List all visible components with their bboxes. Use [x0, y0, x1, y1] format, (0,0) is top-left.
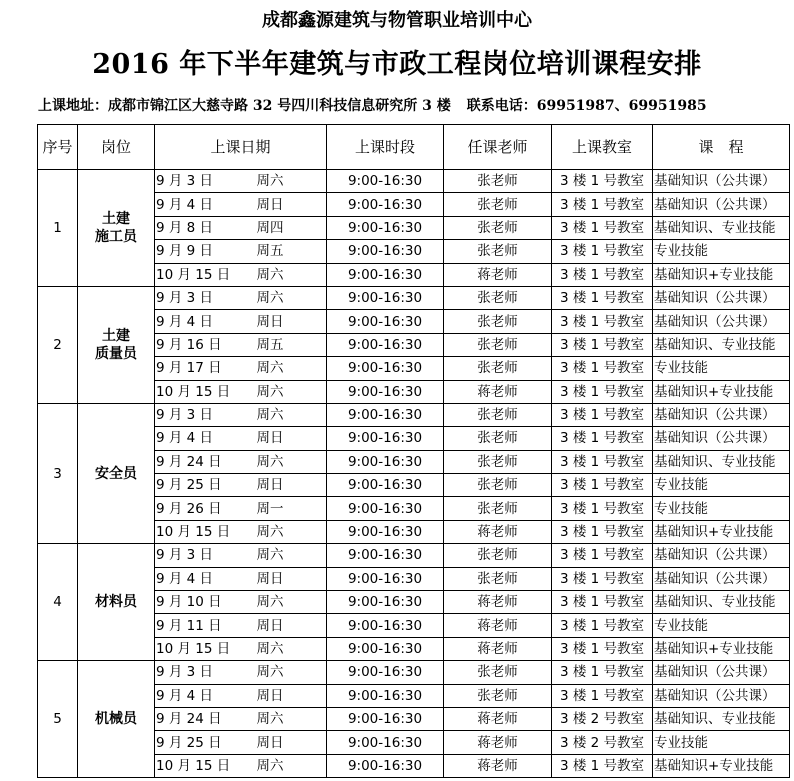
course-name: 基础知识（公共课） [653, 310, 790, 333]
class-time: 9:00-16:30 [327, 637, 444, 660]
class-weekday: 周日 [233, 310, 327, 333]
course-name: 基础知识（公共课） [653, 684, 790, 707]
teacher-name: 张老师 [444, 661, 552, 684]
course-name: 专业技能 [653, 474, 790, 497]
class-date: 9 月 16 日 [155, 333, 233, 356]
class-date: 9 月 25 日 [155, 474, 233, 497]
classroom: 3 楼 1 号教室 [552, 567, 653, 590]
class-time: 9:00-16:30 [327, 216, 444, 239]
teacher-name: 张老师 [444, 286, 552, 309]
class-date: 9 月 10 日 [155, 591, 233, 614]
class-weekday: 周六 [233, 520, 327, 543]
teacher-name: 张老师 [444, 497, 552, 520]
schedule-body [38, 170, 790, 778]
row-number: 1 [38, 170, 78, 287]
class-weekday: 周六 [233, 754, 327, 777]
classroom: 3 楼 1 号教室 [552, 684, 653, 707]
class-weekday: 周日 [233, 684, 327, 707]
teacher-name: 蒋老师 [444, 637, 552, 660]
classroom: 3 楼 1 号教室 [552, 193, 653, 216]
page-title: 2016 年下半年建筑与市政工程岗位培训课程安排 [92, 49, 702, 80]
header-time: 上课时段 [327, 125, 444, 170]
course-name: 专业技能 [653, 731, 790, 754]
row-number: 4 [38, 544, 78, 661]
header-no: 序号 [38, 125, 78, 170]
header-room: 上课教室 [552, 125, 653, 170]
class-weekday: 周六 [233, 591, 327, 614]
teacher-name: 张老师 [444, 170, 552, 193]
course-name: 基础知识+专业技能 [653, 380, 790, 403]
class-date: 9 月 9 日 [155, 240, 233, 263]
classroom: 3 楼 1 号教室 [552, 380, 653, 403]
class-time: 9:00-16:30 [327, 263, 444, 286]
class-date: 9 月 3 日 [155, 403, 233, 426]
classroom: 3 楼 1 号教室 [552, 544, 653, 567]
course-name: 基础知识、专业技能 [653, 216, 790, 239]
classroom: 3 楼 1 号教室 [552, 357, 653, 380]
classroom: 3 楼 1 号教室 [552, 170, 653, 193]
course-name: 专业技能 [653, 614, 790, 637]
class-date: 9 月 11 日 [155, 614, 233, 637]
course-name: 专业技能 [653, 357, 790, 380]
class-time: 9:00-16:30 [327, 520, 444, 543]
class-time: 9:00-16:30 [327, 193, 444, 216]
classroom: 3 楼 1 号教室 [552, 216, 653, 239]
teacher-name: 张老师 [444, 193, 552, 216]
class-time: 9:00-16:30 [327, 567, 444, 590]
classroom: 3 楼 1 号教室 [552, 286, 653, 309]
position-name: 材料员 [78, 544, 155, 661]
course-name: 基础知识（公共课） [653, 661, 790, 684]
class-time: 9:00-16:30 [327, 240, 444, 263]
class-weekday: 周六 [233, 544, 327, 567]
classroom: 3 楼 1 号教室 [552, 637, 653, 660]
course-name: 基础知识（公共课） [653, 286, 790, 309]
course-name: 基础知识+专业技能 [653, 637, 790, 660]
class-date: 9 月 3 日 [155, 544, 233, 567]
contact-phone: 联系电话：69951987、69951985 [466, 98, 707, 114]
table-row [38, 286, 790, 309]
class-weekday: 周日 [233, 427, 327, 450]
class-date: 9 月 24 日 [155, 450, 233, 473]
class-date: 9 月 26 日 [155, 497, 233, 520]
class-weekday: 周日 [233, 474, 327, 497]
course-name: 基础知识、专业技能 [653, 707, 790, 730]
class-date: 9 月 3 日 [155, 170, 233, 193]
course-name: 专业技能 [653, 497, 790, 520]
header-position: 岗位 [78, 125, 155, 170]
table-row [38, 403, 790, 426]
teacher-name: 张老师 [444, 216, 552, 239]
class-time: 9:00-16:30 [327, 450, 444, 473]
course-name: 基础知识（公共课） [653, 193, 790, 216]
table-row [38, 544, 790, 567]
position-name: 机械员 [78, 661, 155, 778]
class-time: 9:00-16:30 [327, 684, 444, 707]
classroom: 3 楼 1 号教室 [552, 427, 653, 450]
course-name: 基础知识（公共课） [653, 427, 790, 450]
classroom: 3 楼 1 号教室 [552, 661, 653, 684]
class-date: 10 月 15 日 [155, 520, 233, 543]
classroom: 3 楼 2 号教室 [552, 707, 653, 730]
class-date: 9 月 4 日 [155, 427, 233, 450]
class-weekday: 周一 [233, 497, 327, 520]
position-name: 土建 质量员 [78, 286, 155, 403]
class-weekday: 周五 [233, 240, 327, 263]
class-date: 9 月 8 日 [155, 216, 233, 239]
class-weekday: 周五 [233, 333, 327, 356]
course-name: 基础知识（公共课） [653, 567, 790, 590]
class-address: 上课地址：成都市锦江区大慈寺路 32 号四川科技信息研究所 3 楼 [38, 98, 451, 114]
teacher-name: 张老师 [444, 333, 552, 356]
teacher-name: 蒋老师 [444, 591, 552, 614]
schedule-table [37, 124, 790, 778]
class-weekday: 周六 [233, 170, 327, 193]
header-teacher: 任课老师 [444, 125, 552, 170]
class-weekday: 周六 [233, 403, 327, 426]
class-weekday: 周日 [233, 567, 327, 590]
teacher-name: 蒋老师 [444, 731, 552, 754]
contact-info [38, 95, 707, 115]
classroom: 3 楼 1 号教室 [552, 310, 653, 333]
teacher-name: 张老师 [444, 403, 552, 426]
class-time: 9:00-16:30 [327, 286, 444, 309]
classroom: 3 楼 1 号教室 [552, 474, 653, 497]
table-row [38, 170, 790, 193]
header-date: 上课日期 [155, 125, 327, 170]
row-number: 5 [38, 661, 78, 778]
classroom: 3 楼 2 号教室 [552, 731, 653, 754]
teacher-name: 张老师 [444, 567, 552, 590]
course-name: 基础知识、专业技能 [653, 450, 790, 473]
class-weekday: 周六 [233, 263, 327, 286]
table-header-row [38, 125, 790, 170]
class-date: 9 月 3 日 [155, 286, 233, 309]
class-weekday: 周六 [233, 661, 327, 684]
teacher-name: 张老师 [444, 427, 552, 450]
teacher-name: 蒋老师 [444, 380, 552, 403]
teacher-name: 蒋老师 [444, 614, 552, 637]
class-weekday: 周四 [233, 216, 327, 239]
classroom: 3 楼 1 号教室 [552, 450, 653, 473]
classroom: 3 楼 1 号教室 [552, 591, 653, 614]
class-date: 9 月 25 日 [155, 731, 233, 754]
classroom: 3 楼 1 号教室 [552, 240, 653, 263]
teacher-name: 张老师 [444, 357, 552, 380]
class-date: 9 月 3 日 [155, 661, 233, 684]
class-time: 9:00-16:30 [327, 591, 444, 614]
class-date: 10 月 15 日 [155, 263, 233, 286]
class-weekday: 周六 [233, 450, 327, 473]
table-row [38, 661, 790, 684]
class-weekday: 周日 [233, 193, 327, 216]
course-name: 基础知识（公共课） [653, 544, 790, 567]
organization-name: 成都鑫源建筑与物管职业培训中心 [262, 10, 532, 31]
class-date: 9 月 4 日 [155, 567, 233, 590]
teacher-name: 张老师 [444, 474, 552, 497]
class-date: 10 月 15 日 [155, 380, 233, 403]
class-time: 9:00-16:30 [327, 731, 444, 754]
class-date: 9 月 4 日 [155, 310, 233, 333]
course-name: 基础知识、专业技能 [653, 333, 790, 356]
course-name: 基础知识+专业技能 [653, 263, 790, 286]
teacher-name: 张老师 [444, 684, 552, 707]
course-name: 专业技能 [653, 240, 790, 263]
class-date: 10 月 15 日 [155, 754, 233, 777]
class-time: 9:00-16:30 [327, 707, 444, 730]
class-weekday: 周日 [233, 614, 327, 637]
teacher-name: 蒋老师 [444, 520, 552, 543]
classroom: 3 楼 1 号教室 [552, 614, 653, 637]
row-number: 3 [38, 403, 78, 543]
classroom: 3 楼 1 号教室 [552, 403, 653, 426]
classroom: 3 楼 1 号教室 [552, 520, 653, 543]
teacher-name: 张老师 [444, 450, 552, 473]
class-time: 9:00-16:30 [327, 754, 444, 777]
class-date: 9 月 4 日 [155, 193, 233, 216]
course-name: 基础知识+专业技能 [653, 520, 790, 543]
class-time: 9:00-16:30 [327, 474, 444, 497]
class-time: 9:00-16:30 [327, 544, 444, 567]
class-date: 9 月 4 日 [155, 684, 233, 707]
course-name: 基础知识（公共课） [653, 403, 790, 426]
class-time: 9:00-16:30 [327, 170, 444, 193]
class-weekday: 周六 [233, 707, 327, 730]
class-date: 9 月 24 日 [155, 707, 233, 730]
teacher-name: 蒋老师 [444, 707, 552, 730]
classroom: 3 楼 1 号教室 [552, 754, 653, 777]
course-name: 基础知识（公共课） [653, 170, 790, 193]
classroom: 3 楼 1 号教室 [552, 497, 653, 520]
class-time: 9:00-16:30 [327, 497, 444, 520]
class-time: 9:00-16:30 [327, 357, 444, 380]
teacher-name: 蒋老师 [444, 754, 552, 777]
header-course: 课 程 [653, 125, 790, 170]
class-weekday: 周六 [233, 637, 327, 660]
position-name: 土建 施工员 [78, 170, 155, 287]
classroom: 3 楼 1 号教室 [552, 333, 653, 356]
course-name: 基础知识、专业技能 [653, 591, 790, 614]
course-name: 基础知识+专业技能 [653, 754, 790, 777]
class-weekday: 周六 [233, 286, 327, 309]
class-time: 9:00-16:30 [327, 614, 444, 637]
class-weekday: 周六 [233, 380, 327, 403]
class-weekday: 周日 [233, 731, 327, 754]
teacher-name: 蒋老师 [444, 263, 552, 286]
teacher-name: 张老师 [444, 544, 552, 567]
class-date: 10 月 15 日 [155, 637, 233, 660]
row-number: 2 [38, 286, 78, 403]
class-weekday: 周六 [233, 357, 327, 380]
class-time: 9:00-16:30 [327, 333, 444, 356]
class-time: 9:00-16:30 [327, 310, 444, 333]
teacher-name: 张老师 [444, 240, 552, 263]
classroom: 3 楼 1 号教室 [552, 263, 653, 286]
class-time: 9:00-16:30 [327, 427, 444, 450]
class-time: 9:00-16:30 [327, 661, 444, 684]
teacher-name: 张老师 [444, 310, 552, 333]
class-date: 9 月 17 日 [155, 357, 233, 380]
class-time: 9:00-16:30 [327, 403, 444, 426]
position-name: 安全员 [78, 403, 155, 543]
class-time: 9:00-16:30 [327, 380, 444, 403]
